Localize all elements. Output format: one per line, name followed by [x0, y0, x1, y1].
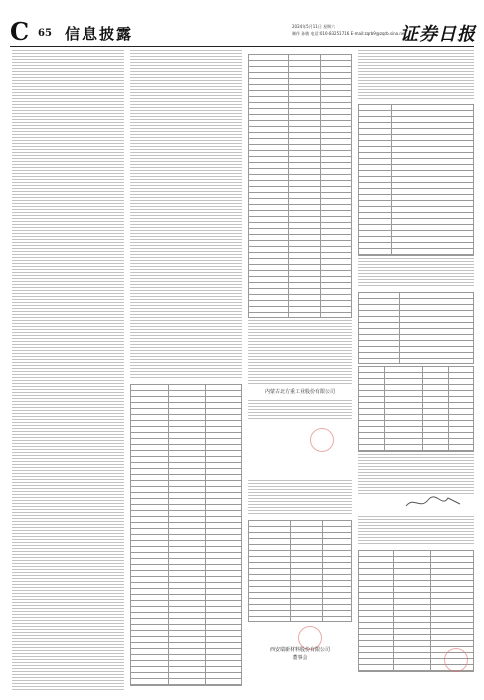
contact-line: 制作 孙敏 电话:010-83251716 E-mail:zqrb9@zqrb.sina.net — [292, 31, 406, 36]
data-table — [130, 384, 242, 686]
date-line: 2024年5月11日 星期六 — [292, 24, 336, 29]
column-2 — [130, 50, 242, 690]
signature-company: 内蒙古北方重工业股份有限公司 — [264, 389, 335, 395]
signature-company: 西安瑞新材料股份有限公司 — [269, 647, 330, 653]
section-letter: C — [10, 17, 30, 46]
handwritten-signature — [404, 494, 464, 512]
header-rule — [10, 46, 474, 47]
column-4 — [358, 50, 474, 690]
page-number: 65 — [38, 28, 52, 39]
table-divider — [168, 385, 169, 685]
company-seal — [444, 648, 468, 672]
body-text-block — [130, 50, 242, 380]
data-table — [358, 292, 474, 364]
table-divider — [393, 551, 394, 671]
signature-board: 董事会 — [292, 655, 308, 661]
body-text-block — [248, 400, 352, 420]
data-table — [358, 366, 474, 452]
body-text-block — [248, 320, 352, 384]
table-divider — [290, 521, 291, 621]
body-text-block — [358, 50, 474, 100]
newspaper-logo: 证券日报 — [400, 24, 476, 45]
data-table — [248, 520, 352, 622]
table-divider — [320, 55, 321, 317]
body-text-block — [358, 454, 474, 494]
company-seal — [310, 428, 334, 452]
page-header — [10, 17, 478, 48]
body-text-block — [358, 516, 474, 546]
column-3 — [248, 50, 352, 690]
table-divider — [288, 55, 289, 317]
table-divider — [391, 105, 392, 255]
table-divider — [322, 521, 323, 621]
data-table — [358, 104, 474, 256]
table-divider — [422, 367, 423, 451]
table-divider — [448, 367, 449, 451]
data-table — [248, 54, 352, 318]
body-text-block — [358, 258, 474, 288]
table-divider — [205, 385, 206, 685]
table-divider — [430, 551, 431, 671]
body-text-block — [12, 50, 124, 690]
table-divider — [399, 293, 400, 363]
section-title: 信息披露 — [65, 25, 134, 43]
table-divider — [384, 367, 385, 451]
column-1 — [12, 50, 124, 690]
body-text-block — [248, 480, 352, 516]
